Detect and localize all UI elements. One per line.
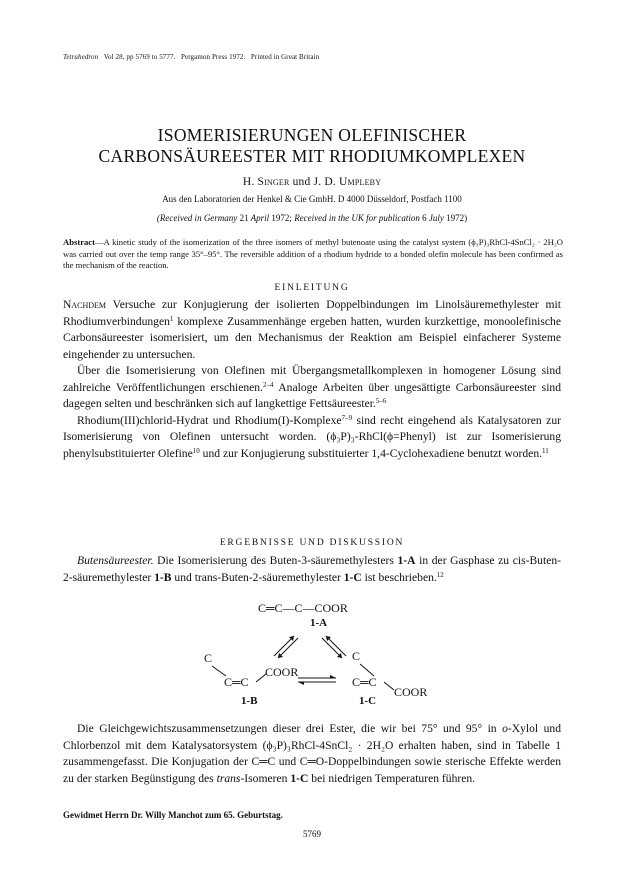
scheme-label-1b: 1-B: [241, 695, 258, 707]
abstract: [63, 237, 563, 272]
author-1: H. Singer: [242, 176, 290, 188]
intro-p3-text-a: Rhodium(III)chlorid-Hydrat und Rhodium(I)-Komplexe: [77, 413, 342, 427]
reference-mark: 7–9: [341, 413, 353, 422]
intro-paragraph-3: [63, 413, 561, 463]
authors-conjunction: und: [292, 176, 311, 188]
results-text-2: [63, 721, 561, 787]
received-text-4: July: [428, 213, 444, 223]
results-p1-text-b: in der Gasphase zu cis-Buten-2-säuremethylester: [63, 554, 561, 584]
intro-lead-word: Nachdem: [63, 298, 107, 311]
results-p1-text-d: ist beschrieben.: [361, 570, 437, 584]
scheme-label-1c: 1-C: [359, 695, 377, 707]
received-date-1: 21: [239, 213, 249, 223]
journal-citation: Vol 28, pp 5769 to 5777.: [103, 53, 176, 61]
scheme-label-1a: 1-A: [310, 617, 328, 629]
received-text-3: Received in the UK for publication: [294, 213, 420, 223]
received-text-1: (Received in Germany: [156, 213, 238, 223]
compound-label: 1-C: [343, 570, 362, 584]
reference-mark: 5–6: [375, 397, 387, 405]
journal-name: Tetrahedron: [63, 53, 99, 61]
compound-label: 1-C: [290, 771, 309, 785]
received-date-2: 1972;: [271, 213, 292, 223]
intro-p1-text-b: komplexe Zusammenhänge ergeben hatten, wurden kurzkettige, monoolefinische Carbonsäureester isomerisiert, um den Mechanismus der Reaktion am Beispiel einfacherer Systeme eingehender zu untersuchen.: [63, 314, 561, 361]
reference-mark: 12: [436, 570, 444, 579]
reference-mark: 11: [542, 446, 549, 455]
results-p2-ortho: o: [502, 722, 508, 735]
section-heading-intro: EINLEITUNG: [274, 283, 350, 293]
results-p2-text-b: -Xylol und Chlorbenzol mit dem Katalysatorsystem (ϕ₃P)₃RhCl-4SnCl₂ · 2H₂O erhalten haben, sind in Tabelle 1 zusammengefasst. Die Konjugation der C═C und C═O-Doppelbindungen sowie sterische Effekte werden zu der starken Begünstigung des: [63, 722, 562, 785]
abstract-label: Abstract: [63, 237, 95, 247]
scheme-1b-cc: C═C: [224, 675, 249, 689]
received-date-3: 6: [422, 213, 427, 223]
intro-p1-text-a: Versuche zur Konjugierung der isolierten Doppelbindungen im Linolsäuremethylester mit Rhodiumverbindungen: [63, 298, 561, 328]
scheme-1c-cc: C═C: [352, 675, 377, 689]
page-number: 5769: [303, 829, 321, 839]
journal-printed: Printed in Great Britain: [250, 53, 320, 61]
intro-p3-text-b: sind recht eingehend als Katalysatoren zur Isomerisierung von Olefinen untersucht worden. (ϕ₃P)₃-RhCl(ϕ=Phenyl) ist zur Isomerisierung phenylsubstituierter Olefine: [63, 413, 561, 460]
isomerization-scheme: [0, 598, 624, 710]
dedication-footnote: Gewidmet Herrn Dr. Willy Manchot zum 65. Geburtstag.: [63, 810, 283, 820]
scheme-1b-coor: COOR: [265, 665, 299, 679]
results-p2-trans: trans: [216, 771, 241, 785]
abstract-text: —A kinetic study of the isomerization of the three isomers of methyl butenoate using the catalyst system (ϕ₃P)₃RhCl-4SnCl₂ · 2H₂O was carried out over the temp range 35°–95°. The reversible addition of a rhodium hydride to a bonded olefin molecule has been confirmed as the mechanism of the reaction.: [63, 237, 563, 271]
results-p2-text-a: Die Gleichgewichtszusammensetzungen dieser drei Ester, die wir bei 75° und 95° in: [77, 722, 503, 735]
reference-mark: 2–4: [263, 380, 274, 389]
received-text-2: April: [250, 213, 270, 223]
scheme-1c-c: C: [352, 649, 361, 663]
intro-paragraph-1: [63, 297, 561, 363]
scheme-1b-c: C: [204, 651, 213, 665]
author-2: J. D. Umpleby: [313, 176, 382, 188]
results-p2-text-d: bei niedrigen Temperaturen führen.: [308, 771, 476, 785]
reference-mark: 10: [192, 446, 200, 455]
journal-header: [63, 53, 319, 61]
reference-mark: 1: [169, 314, 174, 323]
section-heading-results: ERGEBNISSE UND DISKUSSION: [219, 538, 405, 548]
results-lead: Butensäureester.: [77, 554, 154, 567]
results-text-1: [63, 553, 561, 586]
paper-title-line-2: CARBONSÄUREESTER MIT RHODIUMKOMPLEXEN: [98, 146, 526, 166]
journal-publisher: Pergamon Press 1972.: [181, 53, 246, 61]
results-p1-text-c: und trans-Buten-2-säuremethylester: [171, 570, 344, 584]
results-p2-text-c: -Isomeren: [240, 771, 291, 785]
scheme-1c-coor: COOR: [394, 685, 428, 699]
results-paragraph-2: [63, 721, 561, 787]
compound-label: 1-B: [154, 570, 172, 584]
results-paragraph-1: [63, 553, 561, 586]
affiliation: Aus den Laboratorien der Henkel & Cie GmbH. D 4000 Düsseldorf, Postfach 1100: [162, 194, 462, 204]
paper-title-line-1: ISOMERISIERUNGEN OLEFINISCHER: [157, 125, 467, 145]
intro-p3-text-c: und zur Konjugierung substituierter 1,4-Cyclohexadiene benutzt worden.: [199, 446, 543, 460]
intro-text: [63, 297, 561, 462]
intro-p2-text-b: Analoge Arbeiten über ungesättigte Carbonsäureester sind dagegen selten und beschränken sich auf langkettige Fettsäureester.: [63, 380, 562, 410]
bond-line: [384, 682, 394, 690]
intro-paragraph-2: [63, 363, 561, 413]
scheme-formula-1a: C═C—C—COOR: [258, 601, 348, 615]
results-p1-text-a: Die Isomerisierung des Buten-3-säuremethylesters: [153, 554, 398, 567]
authors: [0, 176, 624, 188]
received-date-4: 1972): [446, 213, 468, 223]
intro-p2-text-a: Über die Isomerisierung von Olefinen mit Übergangsmetallkomplexen in homogener Lösung sind zahlreiche Veröffentlichungen erschienen.: [63, 364, 561, 394]
compound-label: 1-A: [397, 554, 416, 567]
received-dates: [0, 213, 624, 223]
